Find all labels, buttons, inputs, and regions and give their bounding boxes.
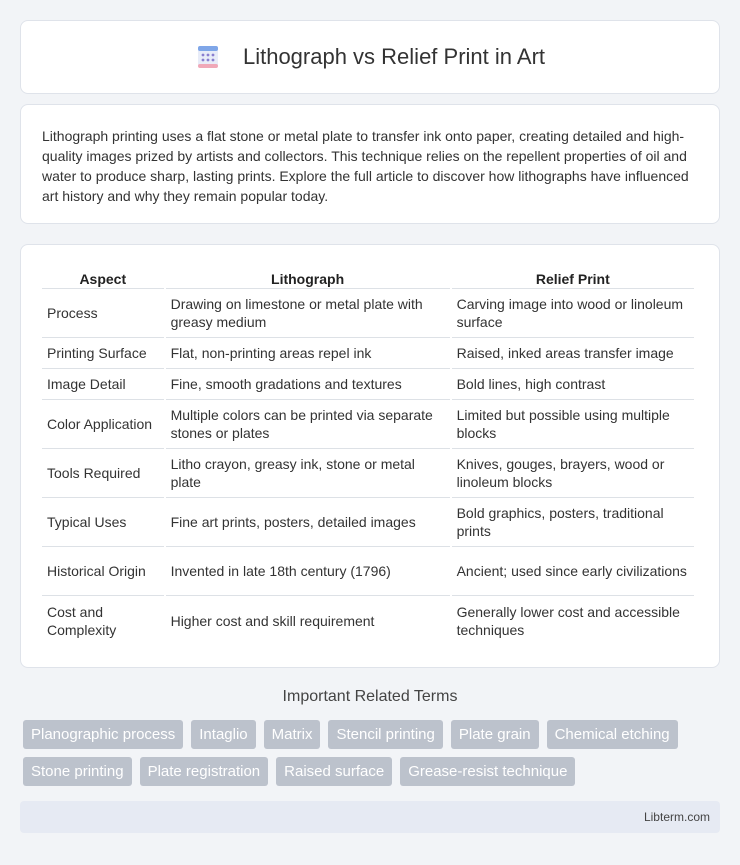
table-cell: Fine, smooth gradations and textures <box>166 369 450 400</box>
intro-card <box>20 104 720 224</box>
table-row <box>42 547 694 596</box>
related-terms-title: Important Related Terms <box>282 688 458 705</box>
tag-stencil-printing[interactable]: Stencil printing <box>328 720 442 749</box>
table-cell: Typical Uses <box>42 498 164 547</box>
comparison-table <box>40 262 696 645</box>
table-cell: Multiple colors can be printed via separate stones or plates <box>166 400 450 449</box>
table-row <box>42 338 694 369</box>
table-cell: Process <box>42 289 164 338</box>
table-cell: Limited but possible using multiple blocks <box>452 400 694 449</box>
table-cell: Drawing on limestone or metal plate with greasy medium <box>166 289 450 338</box>
table-cell: Invented in late 18th century (1796) <box>166 547 450 596</box>
table-cell: Bold lines, high contrast <box>452 369 694 400</box>
document-grid-icon <box>195 44 221 70</box>
table-cell: Bold graphics, posters, traditional prints <box>452 498 694 547</box>
tag-matrix[interactable]: Matrix <box>264 720 321 749</box>
tag-chemical-etching[interactable]: Chemical etching <box>547 720 678 749</box>
tag-intaglio[interactable]: Intaglio <box>191 720 255 749</box>
table-cell: Flat, non-printing areas repel ink <box>166 338 450 369</box>
table-cell: Litho crayon, greasy ink, stone or metal plate <box>166 449 450 498</box>
comparison-table-card <box>20 244 720 668</box>
tag-plate-grain[interactable]: Plate grain <box>451 720 539 749</box>
table-cell: Image Detail <box>42 369 164 400</box>
table-cell: Ancient; used since early civilizations <box>452 547 694 596</box>
header-relief-print: Relief Print <box>452 262 694 289</box>
table-cell: Fine art prints, posters, detailed images <box>166 498 450 547</box>
table-row <box>42 449 694 498</box>
table-cell: Tools Required <box>42 449 164 498</box>
table-cell: Cost and Complexity <box>47 603 117 638</box>
related-terms-tags <box>23 720 723 794</box>
table-cell: Higher cost and skill requirement <box>170 612 375 629</box>
table-cell: Raised, inked areas transfer image <box>452 338 694 369</box>
intro-text: Lithograph printing uses a flat stone or metal plate to transfer ink onto paper, creating detailed and high-quality images prized by artists and collectors. This technique relies on the repellent properties of oil and water to produce sharp, lasting prints. Explore the full article to discover how lithographs have influenced art history and why they remain popular today. <box>42 128 689 204</box>
tag-stone-printing[interactable]: Stone printing <box>23 757 132 786</box>
tag-raised-surface[interactable]: Raised surface <box>276 757 392 786</box>
table-row <box>42 400 694 449</box>
table-cell: Generally lower cost and accessible techniques <box>456 603 680 638</box>
table-cell: Historical Origin <box>42 547 164 596</box>
table-row <box>42 596 694 645</box>
page-title: Lithograph vs Relief Print in Art <box>242 44 546 69</box>
table-cell: Knives, gouges, brayers, wood or linoleum blocks <box>452 449 694 498</box>
table-cell: Carving image into wood or linoleum surface <box>452 289 694 338</box>
header-aspect: Aspect <box>42 262 164 289</box>
table-header-row <box>42 262 694 289</box>
header-card <box>20 20 720 94</box>
header-lithograph: Lithograph <box>166 262 450 289</box>
footer <box>20 801 720 833</box>
table-cell: Color Application <box>42 400 164 449</box>
footer-site-link[interactable]: Libterm.com <box>643 810 710 824</box>
table-row <box>42 369 694 400</box>
table-row <box>42 289 694 338</box>
tag-grease-resist-technique[interactable]: Grease-resist technique <box>400 757 575 786</box>
table-row <box>42 498 694 547</box>
tag-plate-registration[interactable]: Plate registration <box>140 757 269 786</box>
tag-planographic-process[interactable]: Planographic process <box>23 720 183 749</box>
table-cell: Printing Surface <box>42 338 164 369</box>
